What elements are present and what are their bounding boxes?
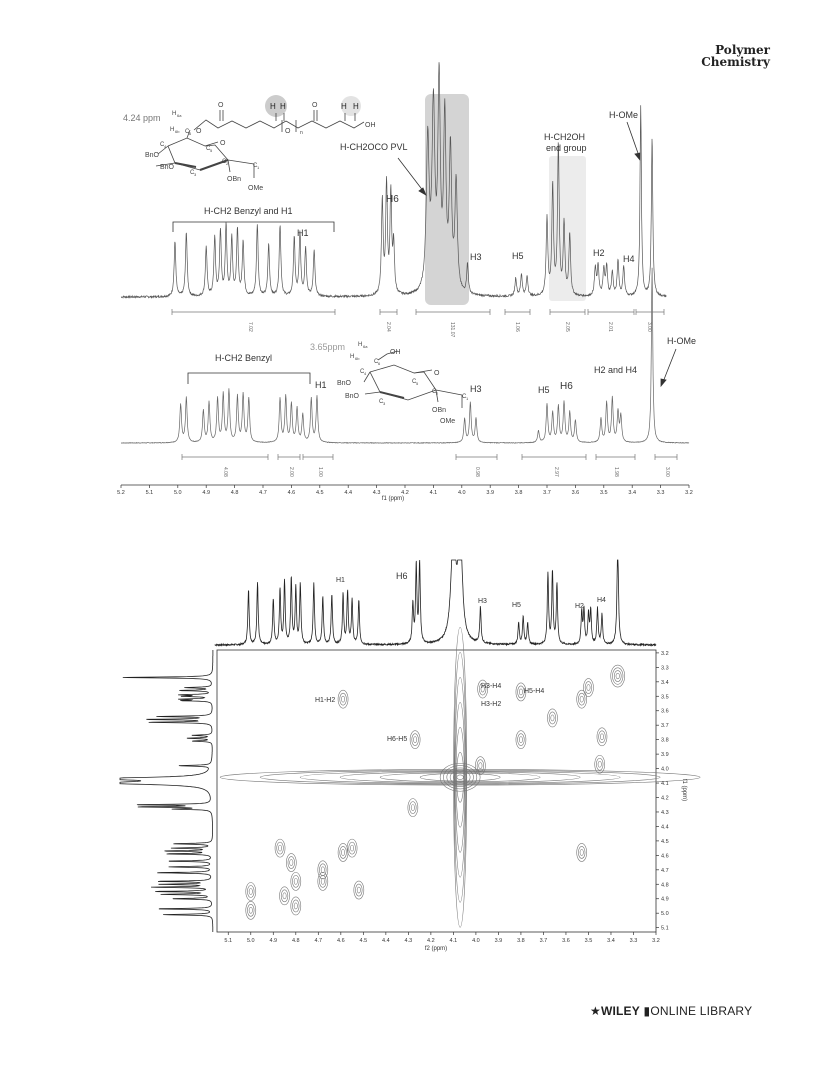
footer-library: ONLINE LIBRARY (650, 1004, 753, 1018)
cosy-contour (598, 761, 601, 767)
svg-text:O: O (312, 102, 318, 109)
cosy-y-tick-label: 4.5 (661, 838, 669, 845)
svg-text:C: C (206, 146, 211, 152)
cosy-x-tick-label: 4.8 (291, 938, 300, 944)
svg-text:BnO: BnO (345, 393, 360, 400)
top-integral-3: 131.07 (449, 322, 455, 338)
cosy-x-tick-label: 4.6 (336, 938, 345, 944)
cosy-contour (350, 845, 353, 851)
cosy-contour (551, 715, 554, 721)
label-endgroup-2: end group (546, 143, 587, 153)
cross-peak-h3h2: H3-H2 (481, 701, 502, 708)
cosy-y-ticks (656, 651, 669, 932)
cosy-contour-streak-v (457, 752, 464, 802)
bottom-integral-7: 3.00 (664, 467, 670, 477)
cosy-x-tick-label: 4.5 (359, 938, 368, 944)
svg-text:6b: 6b (175, 129, 180, 134)
cosy-label-h4: H4 (597, 597, 606, 604)
svg-text:BnO: BnO (337, 380, 352, 387)
footer-logo (590, 1004, 752, 1018)
top-integral-6: 2.01 (607, 322, 613, 332)
cosy-x-tick-label: 3.5 (584, 938, 593, 944)
x-tick-label-1d: 5.2 (117, 490, 125, 496)
svg-text:C: C (222, 159, 227, 165)
cosy-y-tick-label: 3.6 (661, 708, 669, 715)
label-h3-bottom: H3 (470, 384, 482, 394)
cosy-contour (518, 734, 525, 746)
cosy-contour (443, 766, 476, 789)
svg-text:H: H (341, 102, 347, 111)
label-pvl: H-CH2OCO PVL (340, 142, 408, 152)
cosy-contour (319, 875, 326, 887)
svg-text:BnO: BnO (160, 164, 175, 171)
cosy-contour-streak-h (380, 773, 540, 782)
svg-text:H: H (280, 102, 286, 111)
cosy-contour (349, 842, 356, 854)
x-tick-label-1d: 4.7 (259, 490, 267, 496)
cosy-contour (321, 878, 324, 884)
svg-text:6: 6 (189, 131, 192, 136)
cosy-contour (412, 734, 419, 746)
journal-line-2: Chemistry (701, 55, 770, 69)
svg-text:OH: OH (390, 349, 401, 356)
bottom-spectrum-trace (121, 268, 689, 443)
cosy-y-tick-label: 4.0 (661, 766, 669, 773)
svg-text:6: 6 (378, 361, 381, 366)
cosy-contour (292, 900, 299, 912)
cosy-x-tick-label: 4.0 (472, 938, 480, 944)
bottom-integral-5: 2.97 (553, 467, 559, 477)
cosy-x-tick-label: 3.4 (607, 938, 615, 944)
x-tick-label-1d: 4.6 (287, 490, 296, 496)
x-tick-label-1d: 4.0 (457, 490, 466, 496)
cosy-contour (578, 846, 585, 858)
svg-text:H: H (172, 111, 177, 117)
cosy-label-h1: H1 (336, 577, 345, 584)
cosy-contour (249, 889, 252, 895)
top-integral-7: 3.00 (646, 322, 652, 332)
cosy-contour (281, 890, 288, 902)
book-icon: ▮ (643, 1004, 651, 1018)
cosy-contour (611, 665, 625, 687)
cosy-contour (599, 731, 606, 743)
cosy-contour-streak-v (456, 727, 464, 827)
top-integrals (172, 309, 664, 315)
svg-text:OBn: OBn (432, 407, 447, 414)
bottom-integral-2: 2.00 (288, 467, 294, 477)
cross-peak-h6h5: H6-H5 (387, 736, 408, 743)
cosy-contour (585, 682, 592, 694)
svg-text:OMe: OMe (248, 185, 264, 192)
cosy-y-tick-label: 5.0 (661, 911, 669, 918)
pvl-highlight (425, 94, 469, 305)
cosy-left-projection (120, 650, 213, 932)
svg-text:2: 2 (226, 161, 229, 166)
x-tick-label-1d: 4.5 (315, 490, 324, 496)
cosy-y-tick-label: 4.6 (661, 853, 669, 860)
cosy-contour (580, 849, 583, 855)
cosy-contour (587, 685, 590, 691)
cosy-contour (479, 763, 482, 769)
cosy-x-tick-label: 4.3 (404, 938, 413, 944)
x-tick-label-1d: 3.4 (628, 490, 637, 496)
cosy-contour (278, 845, 281, 851)
label-endgroup-1: H-CH2OH (544, 132, 586, 142)
svg-text:H: H (353, 102, 359, 111)
cosy-top-projection (215, 560, 656, 646)
cosy-contour (578, 693, 585, 705)
cosy-contour (341, 696, 344, 702)
cosy-y-tick-label: 4.8 (661, 882, 669, 889)
label-h6-top: H6 (386, 194, 399, 205)
cosy-contour-streak-h (420, 773, 500, 781)
top-integral-4: 1.06 (514, 322, 520, 332)
svg-text:n: n (300, 130, 303, 136)
cosy-contour (321, 867, 324, 873)
cosy-label-h2: H2 (575, 603, 584, 610)
label-h1-bottom: H1 (315, 380, 327, 390)
benzyl-bracket (188, 373, 310, 384)
label-ome-top: H-OMe (609, 110, 638, 120)
label-h1-top: H1 (297, 228, 309, 238)
top-integral-2: 2.04 (385, 322, 391, 332)
cosy-y-tick-label: 3.5 (661, 694, 669, 701)
label-h3-top: H3 (470, 252, 482, 262)
cosy-y-tick-label: 3.9 (661, 752, 669, 759)
svg-text:C: C (374, 359, 379, 365)
ome-arrow-bottom-head (661, 379, 666, 386)
x-tick-label-1d: 3.3 (656, 490, 665, 496)
top-integral-1: 7.02 (247, 322, 253, 332)
svg-text:6a: 6a (363, 344, 368, 349)
svg-text:1: 1 (466, 396, 469, 401)
cosy-contour (340, 846, 347, 858)
cosy-contour (600, 734, 603, 740)
svg-text:4: 4 (164, 144, 167, 149)
cross-peak-h3h4: H3-H4 (481, 683, 502, 690)
cosy-y-tick-label: 3.8 (661, 737, 669, 744)
cosy-contour (319, 864, 326, 876)
svg-text:OBn: OBn (227, 176, 242, 183)
cosy-contour (294, 878, 297, 884)
cosy-y-tick-label: 4.9 (661, 896, 669, 903)
svg-text:O: O (196, 128, 202, 135)
footer-publisher: WILEY (600, 1004, 640, 1018)
svg-text:2: 2 (436, 391, 439, 396)
cosy-y-tick-label: 4.2 (661, 795, 669, 802)
cosy-y-tick-label: 3.4 (661, 679, 669, 686)
endgroup-highlight (549, 156, 586, 301)
x-tick-label-1d: 3.8 (514, 490, 523, 496)
svg-text:OMe: OMe (440, 418, 456, 425)
cosy-x-ticks (224, 932, 659, 944)
ome-arrow-top (627, 122, 639, 156)
cosy-y-tick-label: 4.7 (661, 867, 669, 874)
cosy-label-h6: H6 (396, 571, 408, 581)
cosy-x-tick-label: 3.6 (562, 938, 570, 944)
cosy-contour (616, 673, 620, 679)
cosy-label-h3: H3 (478, 598, 487, 605)
wiley-icon: ★ (590, 1004, 601, 1018)
svg-text:H: H (350, 354, 355, 360)
svg-text:C: C (462, 394, 467, 400)
cosy-x-tick-label: 4.7 (314, 938, 323, 944)
cosy-y-tick-label: 4.4 (661, 824, 669, 831)
label-benzyl: H-CH2 Benzyl (215, 353, 273, 363)
cosy-plot-frame (217, 650, 656, 932)
ome-arrow-top-head (635, 153, 640, 160)
cosy-contour (357, 887, 360, 893)
x-tick-label-1d: 4.4 (344, 490, 353, 496)
x-tick-label-1d: 5.0 (173, 490, 182, 496)
cosy-contour (290, 860, 293, 866)
svg-text:C: C (412, 379, 417, 385)
cosy-contour (283, 893, 286, 899)
label-h4-top: H4 (623, 254, 635, 264)
label-ome-bottom: H-OMe (667, 336, 696, 346)
svg-text:O: O (434, 370, 440, 377)
x-tick-label-1d: 3.7 (543, 490, 551, 496)
svg-text:5: 5 (416, 381, 419, 386)
cosy-contour (292, 875, 299, 887)
cosy-contour (247, 886, 254, 898)
cosy-x-tick-label: 4.9 (269, 938, 278, 944)
cosy-y-tick-label: 3.7 (661, 723, 669, 730)
x-tick-label-1d: 3.6 (571, 490, 580, 496)
svg-text:O: O (218, 102, 224, 109)
cosy-contour (549, 712, 556, 724)
cosy-contour (277, 842, 284, 854)
figure-2d (120, 560, 700, 952)
svg-text:C: C (160, 142, 165, 148)
cosy-x-label: f2 (ppm) (424, 946, 448, 952)
bottom-integral-6: 1.98 (613, 467, 619, 477)
cosy-contour (288, 857, 295, 869)
svg-text:O: O (285, 128, 291, 135)
bottom-integrals (182, 454, 677, 460)
pvl-arrow-head (419, 188, 426, 195)
x-tick-label-1d: 3.9 (486, 490, 495, 496)
svg-text:C: C (253, 163, 258, 169)
svg-text:1: 1 (257, 165, 260, 170)
x-tick-label-1d: 4.3 (372, 490, 381, 496)
shift-bottom: 3.65ppm (310, 342, 346, 352)
x-tick-label-1d: 4.2 (401, 490, 409, 496)
cosy-contour (247, 904, 254, 916)
cross-peak-h1h2: H1-H2 (315, 697, 336, 704)
cosy-contour (440, 763, 480, 791)
cosy-contour (411, 805, 414, 811)
svg-text:4: 4 (364, 371, 367, 376)
cosy-x-tick-label: 3.3 (629, 938, 638, 944)
cosy-contour (355, 884, 362, 896)
cosy-x-tick-label: 3.2 (652, 938, 660, 944)
cosy-y-tick-label: 4.1 (661, 781, 669, 788)
top-integral-5: 2.05 (564, 322, 570, 332)
x-tick-label-1d: 4.1 (429, 490, 438, 496)
cosy-contour (294, 903, 297, 909)
svg-text:3: 3 (194, 172, 197, 177)
cosy-contour (519, 689, 522, 695)
svg-text:O: O (220, 140, 226, 147)
x-axis-1d-label: f1 (ppm) (381, 496, 405, 502)
pvl-arrow (398, 158, 424, 192)
svg-text:6b: 6b (355, 356, 360, 361)
cosy-x-tick-label: 5.0 (246, 938, 255, 944)
svg-text:OH: OH (365, 122, 376, 129)
cosy-contour (249, 907, 252, 913)
cosy-contour (477, 760, 484, 772)
x-tick-label-1d: 4.8 (230, 490, 239, 496)
svg-text:C: C (432, 389, 437, 395)
svg-text:C: C (190, 170, 195, 176)
label-h6-bottom: H6 (560, 381, 573, 392)
cosy-y-tick-label: 3.3 (661, 665, 669, 672)
svg-text:BnO: BnO (145, 152, 160, 159)
cosy-contour (410, 802, 417, 814)
cosy-contour (614, 671, 621, 682)
cosy-contour (447, 768, 474, 787)
cosy-x-tick-label: 4.2 (427, 938, 435, 944)
svg-text:H: H (358, 342, 363, 348)
cosy-label-h5: H5 (512, 602, 521, 609)
svg-text:C: C (185, 129, 190, 135)
label-h2-top: H2 (593, 248, 605, 258)
cosy-contour (340, 693, 347, 705)
svg-text:3: 3 (383, 401, 386, 406)
cosy-x-tick-label: 4.1 (449, 938, 458, 944)
svg-text:6a: 6a (177, 113, 182, 118)
bottom-integral-3: 1.00 (317, 467, 323, 477)
cosy-x-tick-label: 3.8 (517, 938, 525, 944)
cosy-x-tick-label: 4.4 (382, 938, 390, 944)
label-h5-top: H5 (512, 251, 524, 261)
svg-text:5: 5 (210, 148, 213, 153)
x-tick-label-1d: 4.9 (202, 490, 211, 496)
bottom-integral-1: 4.08 (222, 467, 228, 477)
label-benzyl-h1: H-CH2 Benzyl and H1 (204, 206, 293, 216)
bottom-integral-4: 0.98 (474, 467, 480, 477)
benzyl-h1-bracket (173, 222, 334, 232)
cosy-y-tick-label: 4.3 (661, 809, 669, 816)
label-h2h4: H2 and H4 (594, 365, 638, 375)
cosy-contour (519, 737, 522, 743)
cosy-x-tick-label: 5.1 (224, 938, 233, 944)
cosy-contour (341, 849, 344, 855)
cosy-contour (596, 758, 603, 770)
cosy-contours (220, 627, 700, 927)
journal-line-1: Polymer (715, 43, 770, 57)
x-tick-label-1d: 5.1 (145, 490, 154, 496)
cosy-contour (457, 775, 464, 780)
figure-1d (117, 62, 696, 502)
cross-peak-h5h4: H5-H4 (524, 688, 545, 695)
svg-text:H: H (170, 127, 175, 133)
cosy-contour (580, 696, 583, 702)
cosy-x-tick-label: 3.7 (539, 938, 548, 944)
shift-top: 4.24 ppm (123, 113, 161, 123)
cosy-contour (413, 737, 416, 743)
cosy-y-tick-label: 5.1 (661, 925, 669, 932)
x-tick-label-1d: 3.5 (599, 490, 608, 496)
structure-bottom (310, 342, 469, 425)
svg-text:C: C (360, 369, 365, 375)
ome-arrow-bottom (663, 349, 676, 382)
svg-text:C: C (379, 399, 384, 405)
x-tick-label-1d: 3.2 (685, 490, 693, 496)
cosy-x-tick-label: 3.9 (494, 938, 503, 944)
cosy-y-tick-label: 3.2 (661, 650, 669, 657)
label-h5-bottom: H5 (538, 385, 550, 395)
svg-text:H: H (270, 102, 276, 111)
cosy-y-label: f1 (ppm) (681, 778, 687, 802)
structure-top (123, 95, 376, 192)
x-axis-1d-ticks (117, 485, 693, 496)
